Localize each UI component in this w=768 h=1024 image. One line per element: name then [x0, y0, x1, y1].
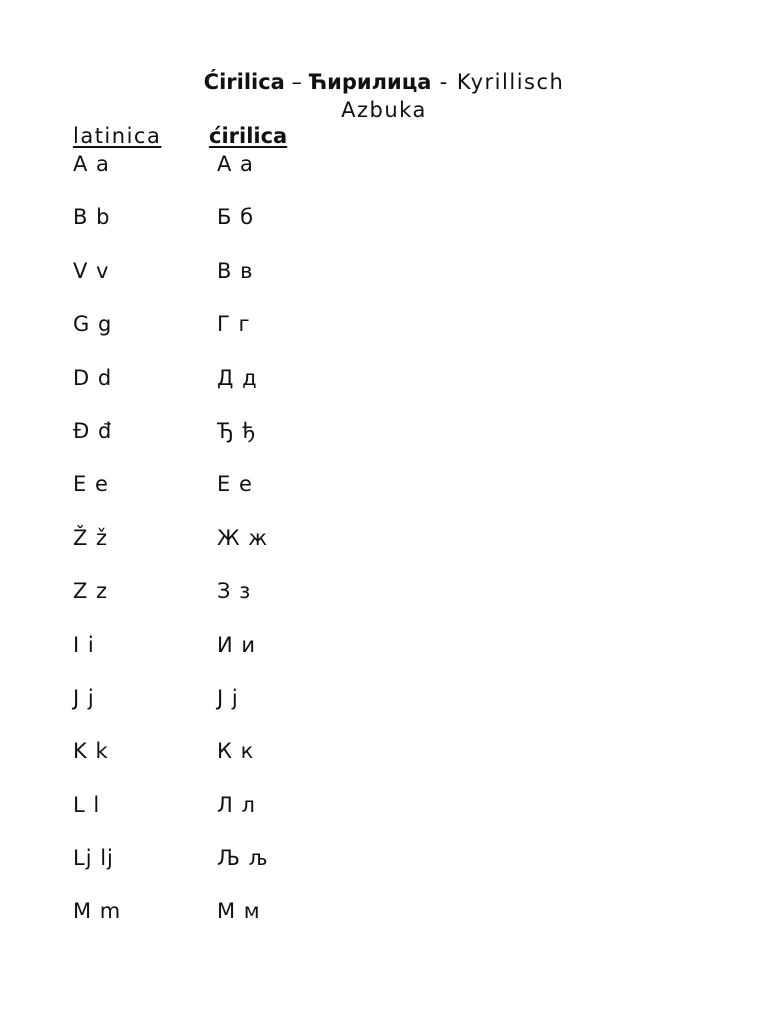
table-row	[0, 417, 768, 470]
title-latin: Ćirilica	[203, 70, 285, 94]
latin-letter: K k	[73, 739, 109, 764]
table-row	[0, 631, 768, 684]
title-dash: –	[284, 70, 309, 94]
latin-letter: D d	[73, 365, 113, 390]
cyrillic-letter: З з	[217, 579, 252, 604]
cyrillic-letter: Љ љ	[217, 846, 269, 871]
latin-letter: L l	[73, 792, 101, 817]
title-cyrillic: Ћирилица	[308, 70, 432, 94]
table-row	[0, 737, 768, 790]
cyrillic-letter: М м	[217, 899, 261, 924]
table-row	[0, 844, 768, 897]
table-row	[0, 470, 768, 523]
latin-letter: V v	[73, 258, 110, 283]
latin-letter: I i	[73, 632, 95, 657]
header-cyrillic: ćirilica	[209, 124, 288, 148]
table-row	[0, 364, 768, 417]
latin-letter: Ž ž	[73, 525, 109, 550]
cyrillic-letter: К к	[217, 739, 255, 764]
header-latin: latinica	[73, 124, 162, 148]
cyrillic-letter: А а	[217, 152, 254, 176]
cyrillic-letter: Ј ј	[217, 685, 239, 710]
cyrillic-letter: Б б	[217, 205, 255, 230]
table-row	[0, 524, 768, 577]
latin-letter: Đ đ	[73, 418, 113, 443]
cyrillic-letter: Л л	[217, 792, 256, 817]
cyrillic-letter: Г г	[217, 312, 251, 337]
cyrillic-letter: Ђ ђ	[217, 418, 257, 443]
latin-letter: E e	[73, 472, 109, 497]
latin-letter: J j	[73, 685, 95, 710]
cyrillic-letter: И и	[217, 632, 257, 657]
document-title	[0, 68, 768, 96]
alphabet-table	[0, 150, 768, 951]
latin-letter: G g	[73, 312, 113, 337]
table-row	[0, 791, 768, 844]
table-row	[0, 310, 768, 363]
title-rest: - Kyrillisch	[431, 70, 565, 94]
latin-letter: Lj lj	[73, 846, 114, 871]
table-row	[0, 150, 768, 203]
table-row	[0, 577, 768, 630]
table-row	[0, 203, 768, 256]
table-row	[0, 684, 768, 737]
cyrillic-letter: В в	[217, 258, 254, 283]
table-row	[0, 897, 768, 950]
cyrillic-letter: Ж ж	[217, 525, 269, 550]
cyrillic-letter: Е е	[217, 472, 253, 497]
latin-letter: Z z	[73, 579, 109, 604]
document-subtitle: Azbuka	[341, 98, 427, 122]
latin-letter: M m	[73, 899, 122, 924]
table-row	[0, 257, 768, 310]
cyrillic-letter: Д д	[217, 365, 258, 390]
latin-letter: B b	[73, 205, 111, 230]
latin-letter: A a	[73, 152, 110, 176]
